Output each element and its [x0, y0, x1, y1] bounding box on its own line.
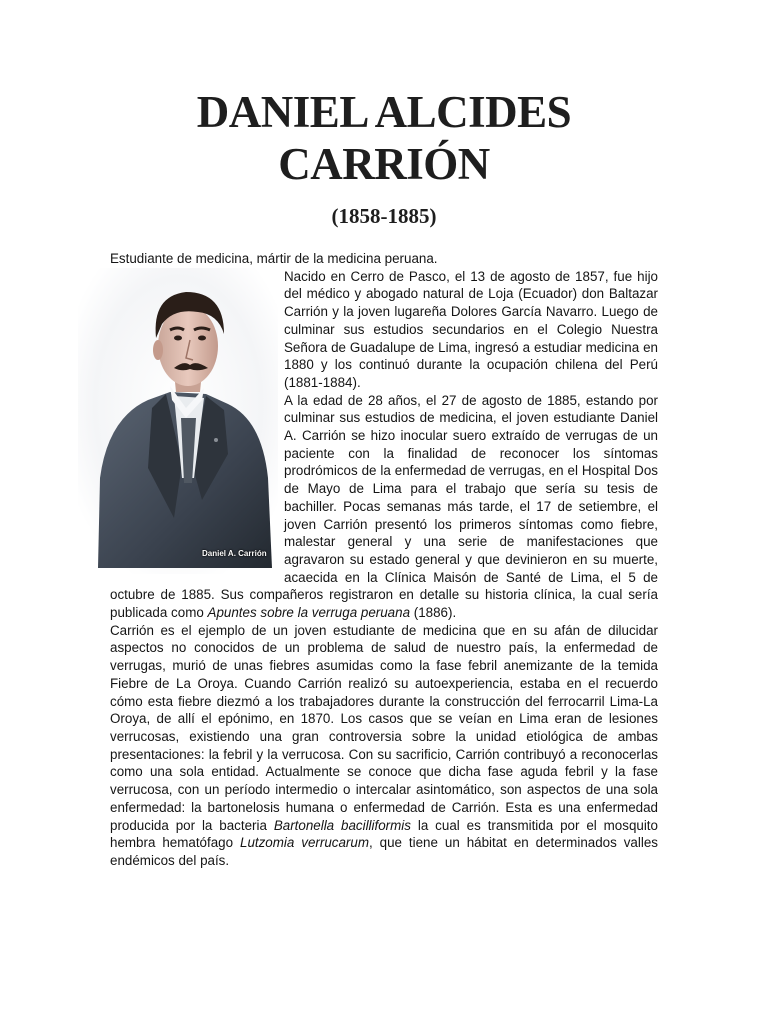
- title-line-2: CARRIÓN: [278, 139, 490, 189]
- mosquito-name: Lutzomia verrucarum: [240, 835, 369, 851]
- paragraph-legacy-end: , que tiene un hábitat en determinados valles endémicos del país.: [110, 835, 658, 868]
- biography-text: [110, 250, 658, 870]
- title-line-1: DANIEL ALCIDES: [196, 87, 572, 137]
- paragraph-legacy-text: Carrión es el ejemplo de un joven estudiante de medicina que en su afán de dilucidar aspectos no conocidos de un problema de salud de nuestro país, la enfermedad de verrugas, murió de unas fiebres asumidas como la fase febril anemizante de la temida Fiebre de La Oroya. Cuando Carrión realizó su autoexperiencia, estaba en el recuerdo cómo esta fiebre diezmó a los trabajadores durante la construcción del ferrocarril Lima-La Oroya, de allí el epónimo, en 1870. Los casos que se veían en Lima eran de lesiones verrucosas, existiendo una gran controversia sobre la unidad etiológica de ambas presentaciones: la febril y la verrucosa. Con su sacrificio, Carrión contribuyó a reconocerlas como una sola entidad. Actualmente se conoce que dicha fase aguda febril y la fase verrucosa, con un período intermedio o intercalar asintomático, son aspectos de una sola enfermedad: la bartonelosis humana o enfermedad de Carrión. Esta es una enfermedad producida por la bacteria: [110, 622, 658, 833]
- portrait-photo: [78, 268, 278, 574]
- paragraph-experiment-end: (1886).: [410, 605, 457, 621]
- paragraph-legacy: [110, 622, 658, 870]
- book-title: Apuntes sobre la verruga peruana: [207, 605, 411, 621]
- page-title: [0, 86, 768, 190]
- paragraph-legacy-mid: la cual es transmitida por el mosquito hembra hematófago: [110, 817, 658, 851]
- portrait-illustration: [78, 268, 278, 574]
- portrait-caption: Daniel A. Carrión: [202, 548, 267, 558]
- life-dates: (1858-1885): [331, 204, 437, 228]
- paragraph-experiment-text: A la edad de 28 años, el 27 de agosto de 1885, estando por culminar sus estudios de medicina, el joven estudiante Daniel A. Carrión se hizo inocular suero extraído de verrugas de un paciente con la finalidad de reconocer los síntomas prodrómicos de la enfermedad de verrugas, en el Hospital Dos de Mayo de Lima para el trabajo que sería su tesis de bachiller. Pocas semanas más tarde, el 17 de setiembre, el joven Carrión presentó los primeros síntomas como fiebre, malestar general y una serie de manifestaciones que agravaron su estado general y que devinieron en su muerte, acaecida en la Clínica Maisón de Santé de Lima, el 5 de octubre de 1885. Sus compañeros registraron en detalle su historia clínica, la cual sería publicada como: [110, 392, 658, 621]
- intro-line: Estudiante de medicina, mártir de la medicina peruana.: [110, 251, 438, 266]
- paragraph-birth: Nacido en Cerro de Pasco, el 13 de agosto de 1857, fue hijo del médico y abogado natural de Loja (Ecuador) don Baltazar Carrión y la joven lugareña Dolores García Navarro. Luego de culminar sus estudios secundarios en el Colegio Nuestra Señora de Guadalupe de Lima, ingresó a estudiar medicina en 1880 y los continuó durante la ocupación chilena del Perú (1881-1884).: [284, 268, 658, 390]
- bacteria-name: Bartonella bacilliformis: [273, 817, 411, 833]
